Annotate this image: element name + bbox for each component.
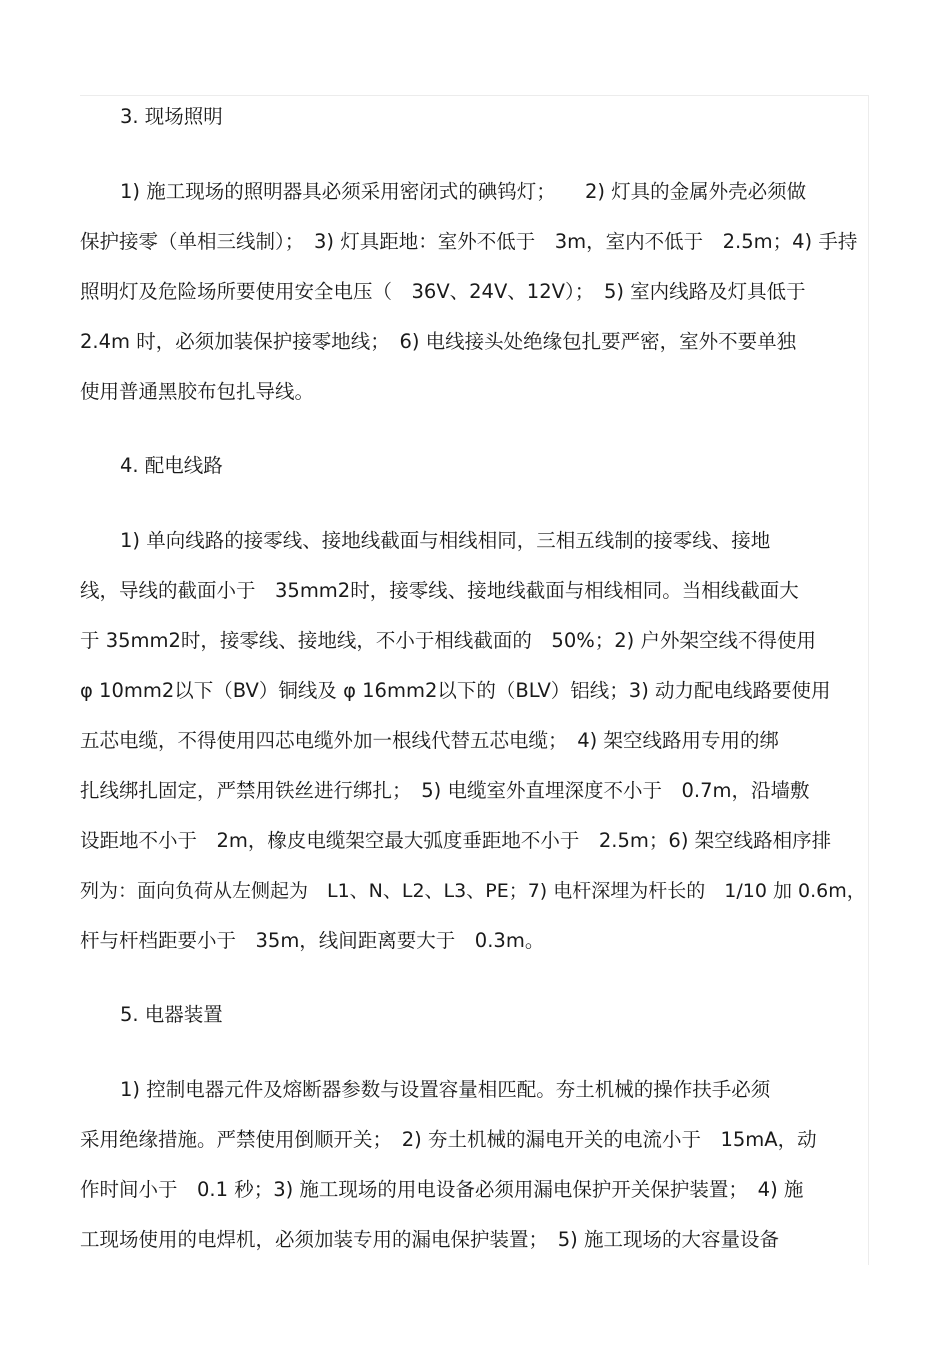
paragraph-line: 采用绝缘措施。严禁使用倒顺开关； 2) 夯土机械的漏电开关的电流小于 15mA，动 [80,1128,817,1151]
paragraph-line: 1) 施工现场的照明器具必须采用密闭式的碘钨灯； 2) 灯具的金属外壳必须做 [120,180,807,203]
paragraph-line: 2.4m 时，必须加装保护接零地线； 6) 电线接头处绝缘包扎要严密，室外不要单独 [80,330,797,353]
paragraph-line: 扎线绑扎固定，严禁用铁丝进行绑扎； 5) 电缆室外直埋深度不小于 0.7m，沿墙敷 [80,779,810,802]
section-heading-lighting: 3. 现场照明 [120,105,223,128]
paragraph-line: 设距地不小于 2m，橡皮电缆架空最大弧度垂距地不小于 2.5m；6) 架空线路相序排 [80,829,832,852]
paragraph-line: 1) 控制电器元件及熔断器参数与设置容量相匹配。夯土机械的操作扶手必须 [120,1078,771,1101]
paragraph-line: 线，导线的截面小于 35mm2时，接零线、接地线截面与相线相同。当相线截面大 [80,579,799,602]
paragraph-line: 五芯电缆，不得使用四芯电缆外加一根线代替五芯电缆； 4) 架空线路用专用的绑 [80,729,779,752]
paragraph-line: 1) 单向线路的接零线、接地线截面与相线相同，三相五线制的接零线、接地 [120,529,771,552]
paragraph-line: 使用普通黑胶布包扎导线。 [80,380,315,403]
paragraph-line: 列为：面向负荷从左侧起为 L1、N、L2、L3、PE；7) 电杆深埋为杆长的 1/10 加 0.6m， [80,880,866,902]
paragraph-line: 工现场使用的电焊机，必须加装专用的漏电保护装置； 5) 施工现场的大容量设备 [80,1228,779,1251]
paragraph-line: φ 10mm2以下（BV）铜线及 φ 16mm2以下的（BLV）铝线；3) 动力配电线路要使用 [80,679,831,702]
paragraph-line: 作时间小于 0.1 秒；3) 施工现场的用电设备必须用漏电保护开关保护装置； 4) 施 [80,1178,804,1201]
paragraph-line: 保护接零（单相三线制）； 3) 灯具距地：室外不低于 3m，室内不低于 2.5m；4) 手持 [80,230,858,253]
paragraph-line: 于 35mm2时，接零线、接地线，不小于相线截面的 50%；2) 户外架空线不得使用 [80,629,816,652]
paragraph-line: 照明灯及危险场所要使用安全电压（ 36V、24V、12V）； 5) 室内线路及灯具低于 [80,280,806,303]
section-heading-distribution: 4. 配电线路 [120,454,223,477]
section-heading-electrical-devices: 5. 电器装置 [120,1003,223,1026]
paragraph-line: 杆与杆档距要小于 35m，线间距离要大于 0.3m。 [80,929,545,952]
